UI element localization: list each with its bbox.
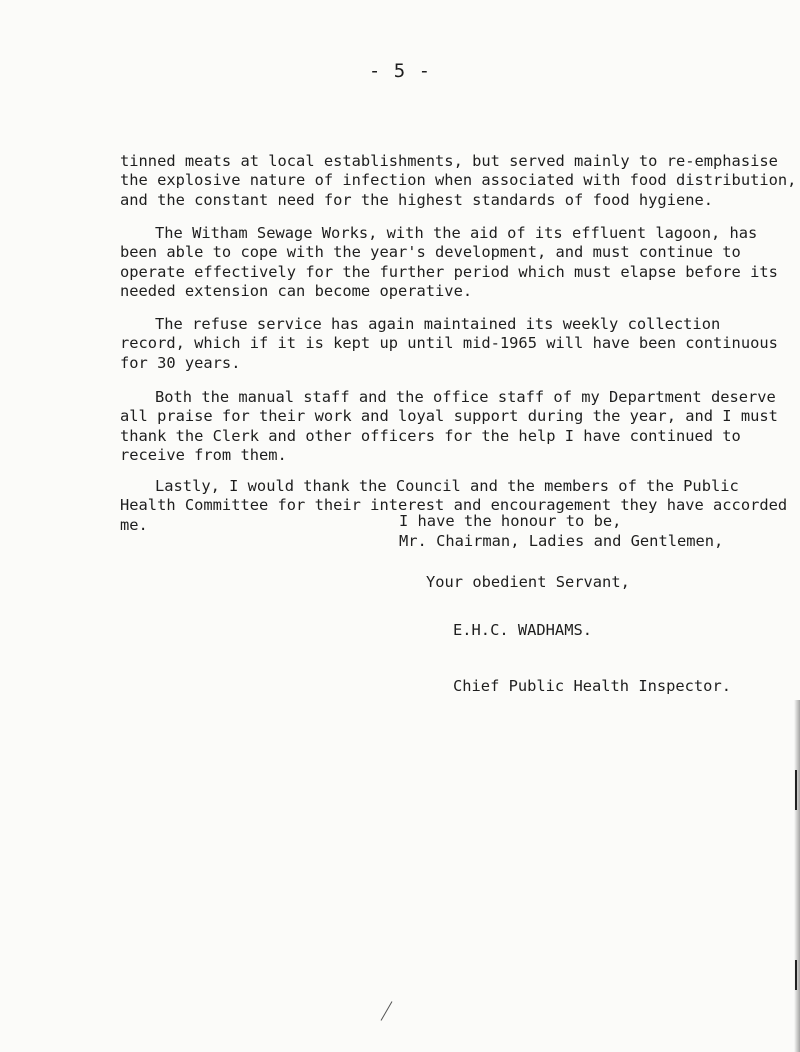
text-line: and the constant need for the highest standards of food hygiene. <box>120 190 714 209</box>
page-edge-shadow <box>794 700 800 1052</box>
closing-salutation-line: Mr. Chairman, Ladies and Gentlemen, <box>399 532 724 550</box>
closing-valediction: Your obedient Servant, <box>426 573 630 591</box>
signature-name: E.H.C. WADHAMS. <box>453 621 592 639</box>
text-line: Both the manual staff and the office staff of my Department deserve <box>155 387 776 406</box>
text-line: receive from them. <box>120 446 287 465</box>
stray-pen-mark <box>381 1001 393 1021</box>
signatory-title: Chief Public Health Inspector. <box>453 677 731 695</box>
text-line: The refuse service has again maintained its weekly collection <box>155 314 721 333</box>
text-line: me. <box>120 515 148 534</box>
text-line: for 30 years. <box>120 353 241 372</box>
page-edge-mark <box>795 960 797 990</box>
closing-honour-line: I have the honour to be, <box>399 512 622 530</box>
text-line: tinned meats at local establishments, but served mainly to re-emphasise <box>120 151 778 170</box>
text-line: the explosive nature of infection when associated with food distribution, <box>120 171 797 190</box>
page-edge-mark <box>795 770 797 810</box>
text-line: Health Committee for their interest and encouragement they have accorded <box>120 496 788 515</box>
text-line: Lastly, I would thank the Council and the members of the Public <box>155 476 739 495</box>
text-line: thank the Clerk and other officers for the help I have continued to <box>120 426 741 445</box>
text-line: needed extension can become operative. <box>120 282 473 301</box>
text-line: operate effectively for the further period which must elapse before its <box>120 262 778 281</box>
text-line: all praise for their work and loyal support during the year, and I must <box>120 407 778 426</box>
text-line: The Witham Sewage Works, with the aid of its effluent lagoon, has <box>155 223 758 242</box>
text-line: record, which if it is kept up until mid-1965 will have been continuous <box>120 334 778 353</box>
text-line: been able to cope with the year's development, and must continue to <box>120 243 741 262</box>
page-number: - 5 - <box>368 60 432 82</box>
